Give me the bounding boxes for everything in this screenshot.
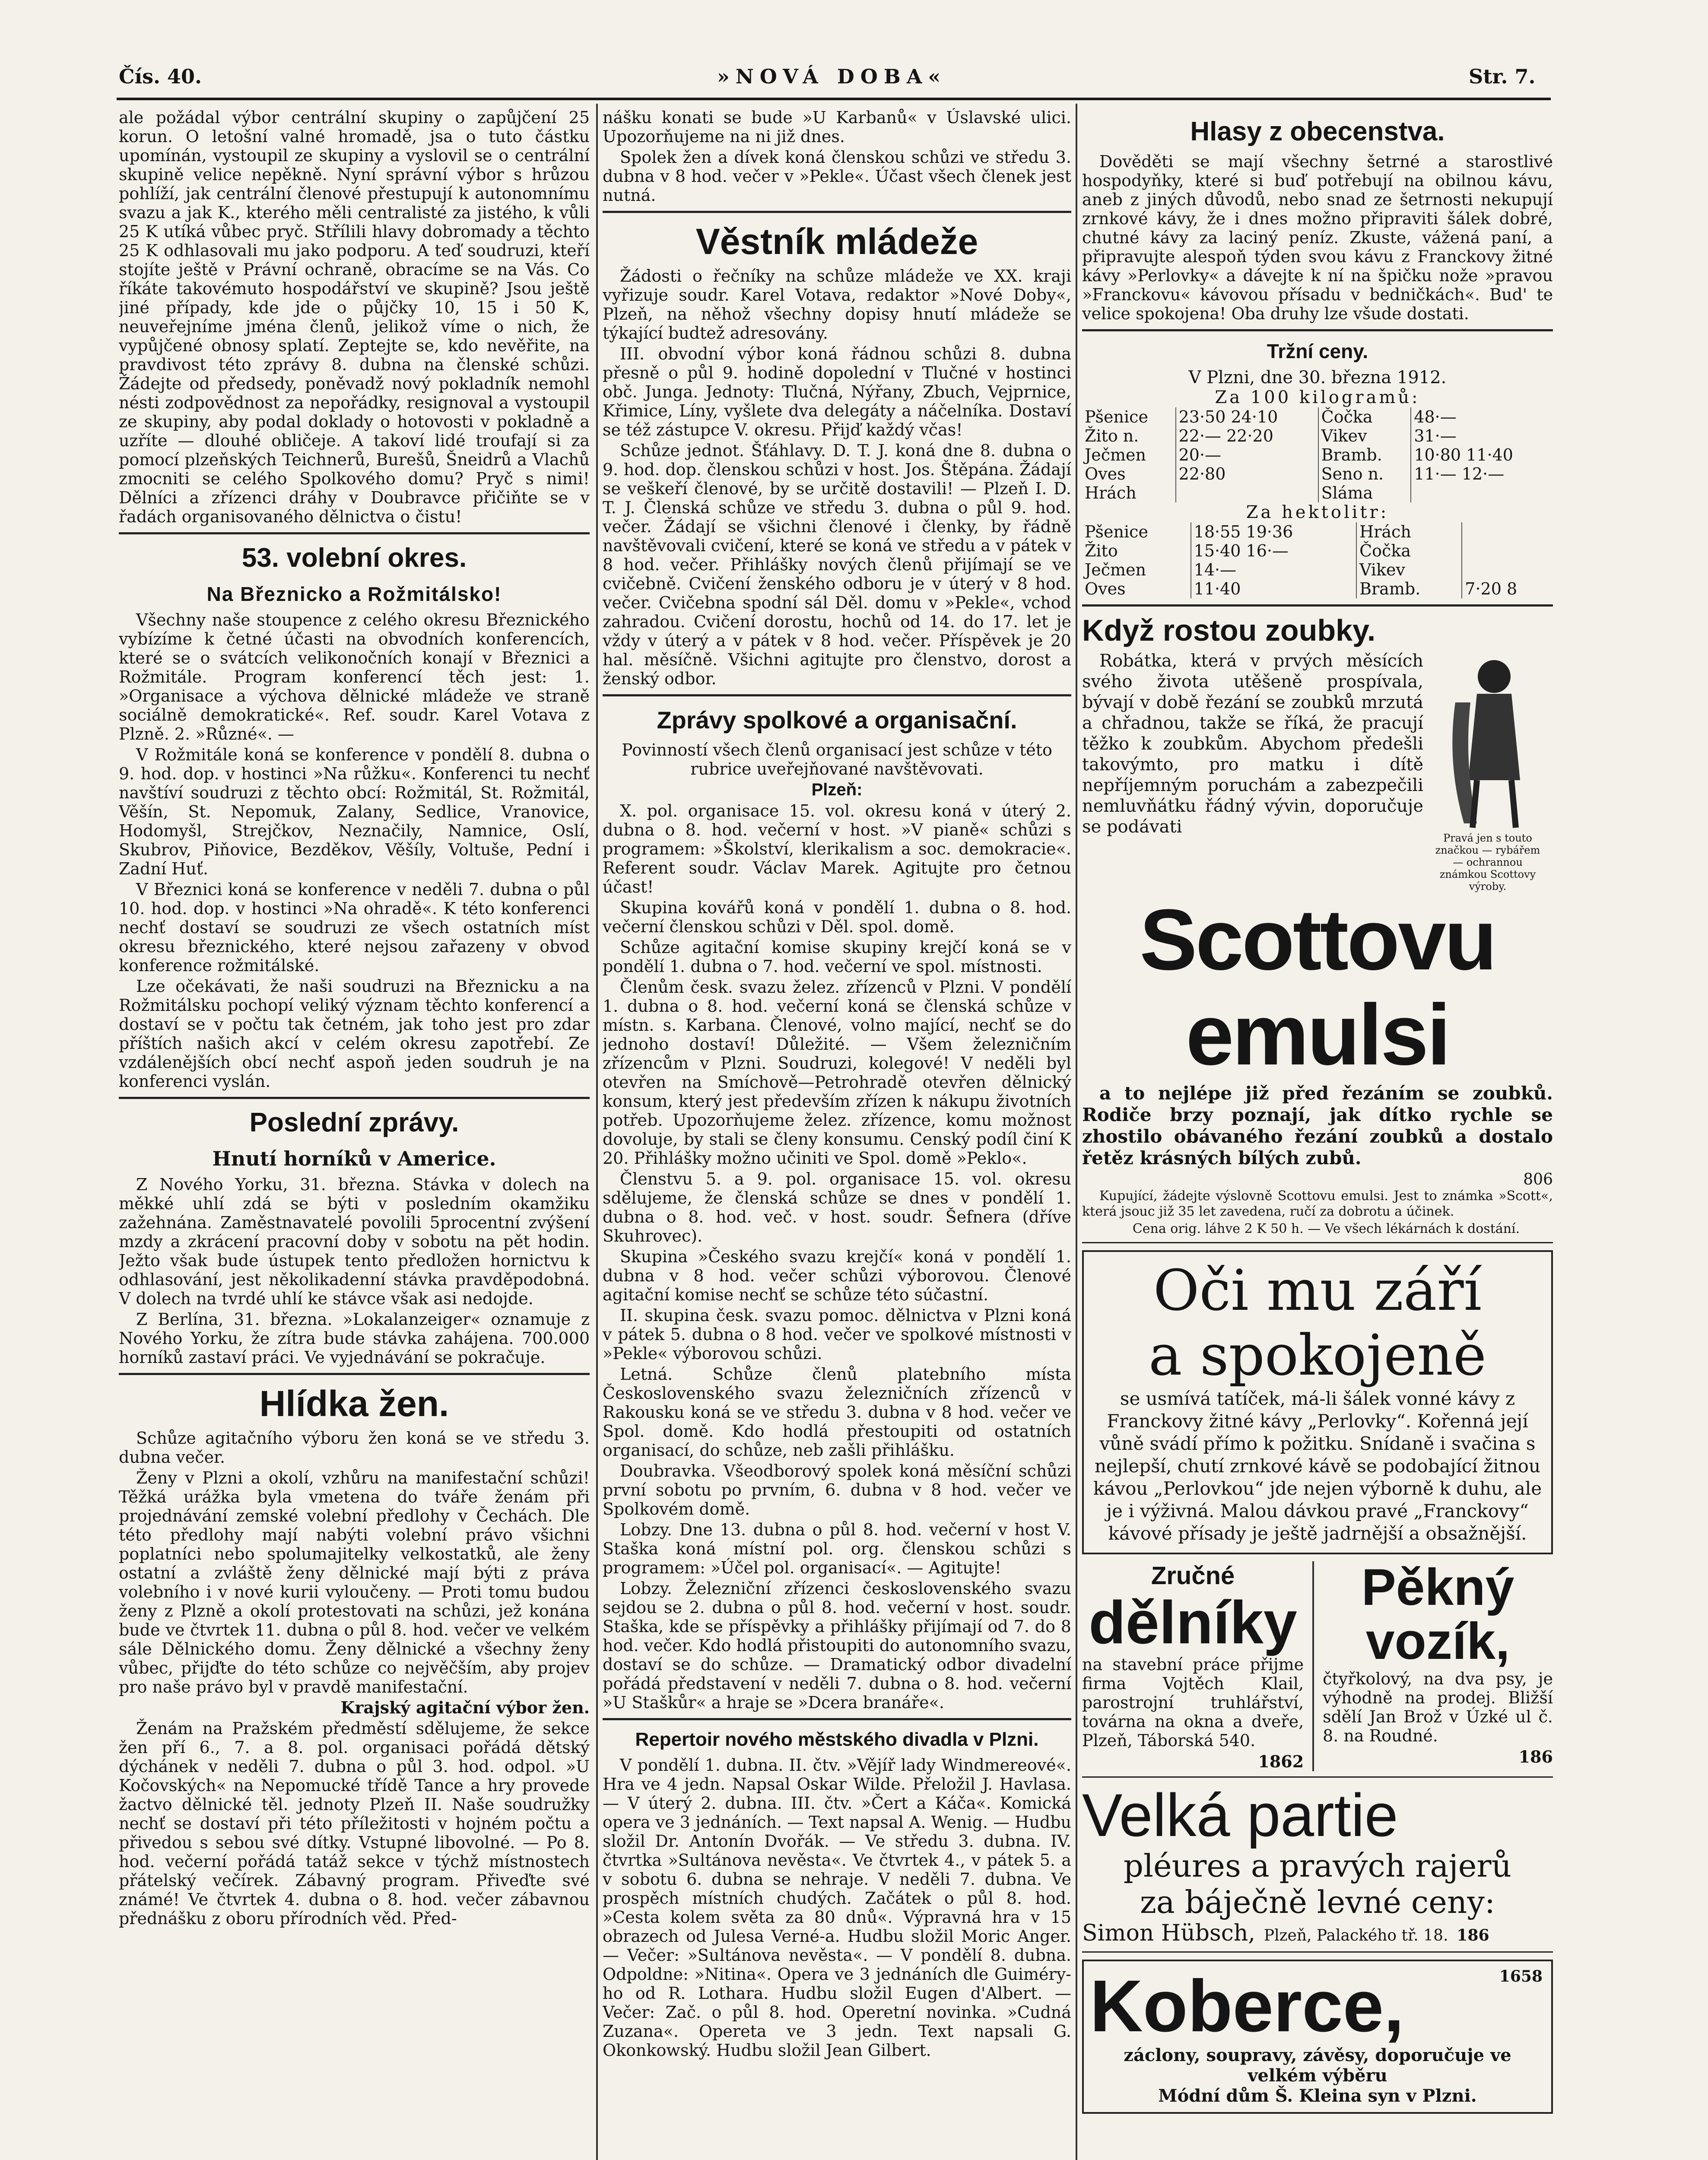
scott-emulsion-brand: Scottovu emulsi — [1140, 892, 1495, 1083]
trademark-caption: Pravá jen s touto značkou — rybářem — ochrannou známkou Scottovy výroby. — [1435, 832, 1540, 893]
masthead-title: »NOVÁ DOBA« — [717, 65, 947, 88]
paragraph: Lze očekávati, že naši soudruzi na Březnicku a na Rožmitálsku pochopí veliký význam těchto konferencí a dostaví se v počtu tak četném, jak toho jest pro zdar příštích našich akcí v celém okresu zapotřebí. Ze vzdálenějších obcí nechť aspoň jeden soudruh je na konferenci vyslán. — [119, 977, 590, 1091]
commodity-price: 20·— — [1176, 445, 1318, 464]
commodity-price: 22·— 22·20 — [1176, 426, 1318, 445]
commodity-name: Žito n. — [1082, 426, 1176, 445]
market-unit: Za hektolitr: — [1246, 502, 1389, 522]
paragraph: Skupina »Českého svazu krejčí« koná v pondělí 1. dubna v 8 hod. večer schůzi výborovou. Členové agitační komise nechť se schůze této súčastní. — [603, 1247, 1071, 1304]
commodity-price: 23·50 24·10 — [1176, 407, 1318, 426]
ad-number: 186 — [1457, 1926, 1489, 1944]
commodity-name: Vikev — [1356, 560, 1462, 579]
commodity-price: 7·20 8 — [1465, 579, 1518, 598]
ad-headline: Oči mu září — [1153, 1258, 1482, 1323]
section-rule — [1082, 329, 1553, 331]
commodity-name: Čočka — [1356, 541, 1462, 560]
ad-headline: Velká partie — [1082, 1781, 1398, 1849]
paragraph: X. pol. organisace 15. vol. okresu koná v úterý 2. dubna o 8. hod. večerní v host. »V pianě« schůzi s programem: »Školství, klerikalism a soc. demokracie«. Referent soudr. Václav Marek. Agitujte pro četnou účast! — [603, 801, 1071, 896]
paragraph: Z Nového Yorku, 31. března. Stávka v dolech na měkké uhlí zdá se býti v posledním okamžiku zažehnána. Zaměstnavatelé povolili 5procentní zvýšení mzdy a zkrácení pracovní doby v sobotu na pět hodin. Ježto však bude ústupek tento předložen hornictvu k odhlasování, jest několikadenní stávka pravděpodobná. V dolech na tvrdé uhlí ke stávce však asi nedojde. — [119, 1175, 590, 1308]
market-unit: Za 100 kilogramů: — [1215, 388, 1420, 407]
paragraph: Z Berlína, 31. března. »Lokalanzeiger« oznamuje z Nového Yorku, že zítra bude stávka zahájena. 700.000 horníků zastaví práci. Ve vyjednávání se pokračuje. — [119, 1310, 590, 1367]
paragraph: Všechny naše stoupence z celého okresu Březnického vybízíme k četné účasti na obvodních konferencích, které se o svátcích velikonočních konají v Březnici a Rožmitále. Program konferencí těch jest: 1. »Organisace a výchova dělnické mládeže ve straně sociálně demokratické«. Ref. soudr. Karel Votava z Plzně. 2. »Různé«. — — [119, 610, 590, 743]
commodity-name: Pšenice — [1082, 407, 1176, 426]
section-title-youth: Věstník mládeže — [695, 221, 978, 262]
price-row — [1082, 483, 1553, 502]
ad-firm: Módní dům Š. Kleina syn v Plzni. — [1158, 2086, 1477, 2106]
section-rule — [1082, 604, 1553, 607]
commodity-name: Seno n. — [1318, 464, 1411, 483]
fisherman-icon — [1429, 651, 1542, 832]
section-subtitle-okres: Na Březnicko a Rožmitálsko! — [206, 583, 502, 605]
price-row — [1082, 560, 1553, 579]
commodity-name: Bramb. — [1356, 579, 1462, 598]
page-number: Str. 7. — [1469, 65, 1536, 88]
ad-text: na stavební práce přijme firma Vojtěch Klail, parostrojní truhlářství, továrna na okna a dveře, Plzeň, Táborská 540. — [1082, 1655, 1304, 1750]
paragraph: Schůze agitačního výboru žen koná se ve středu 3. dubna večer. — [119, 1429, 590, 1467]
commodity-name: Sláma — [1318, 483, 1411, 502]
paragraph: III. obvodní výbor koná řádnou schůzi 8. dubna přesně o půl 9. hodině dopolední v Tlučné v hostinci obč. Junga. Jednoty: Tlučná, Nýřany, Zbuch, Vejprnice, Křimice, Líny, vyšlete dva delegáty a náčelníka. Dostaví se též zástupce V. okresu. Přijď každý včas! — [603, 344, 1071, 439]
section-rule — [119, 1097, 590, 1099]
section-rule — [119, 532, 590, 534]
section-rule — [603, 694, 1071, 696]
commodity-name: Hrách — [1082, 483, 1176, 502]
ad-text: Robátka, která v prvých měsících svého života utěšeně prospívala, bývají v době řezání se zoubků mrzutá a chřadnou, takže se říká, že pracují těžko k zoubkům. Abychom předešli takovýmto, pro matku i dítě nepříjemným poruchám a zabezpečili nemluvňátku řádný vývin, doporučuje se podávati — [1082, 651, 1423, 837]
price-row — [1082, 541, 1553, 560]
column-1 — [119, 108, 590, 2160]
ad-price: Cena orig. láhve 2 K 50 h. — Ve všech lékárnách k dostání. — [1132, 1221, 1520, 1236]
ad-text: záclony, soupravy, závěsy, doporučuje ve velkém výběru — [1124, 2045, 1511, 2086]
price-row — [1082, 445, 1553, 464]
section-title-hlasy: Hlasy z obecenstva. — [1190, 117, 1445, 146]
ad-text: se usmívá tatíček, má-li šálek vonné kávy z Franckovy žitné kávy „Perlovky“. Kořenná její vůně svádí přímo k požitku. Snídaně i svačina s nejlepší, chutí zrnkové kávě se podobající žitnou kávou „Perlovkou“ jde nejen výborně k duhu, ale je i výživná. Malou dávkou pravé „Franckovy“ kávové přísady je ještě jadrnější a obsažnější. — [1093, 1388, 1542, 1544]
price-row — [1082, 426, 1553, 445]
commodity-name: Ječmen — [1082, 445, 1176, 464]
commodity-price: 48·— — [1414, 407, 1457, 426]
section-rule — [119, 1373, 590, 1375]
column-divider — [596, 104, 598, 2160]
paragraph: Lobzy. Železniční zřízenci československého svazu sejdou se 2. dubna o půl 8. hod. večerní v host. soudr. Staška, kde se příspěvky a přihlášky přijímají od 7. do 8 hod. večer. Kdo hodlá přistoupiti do autonomního svazu, dostaví se do schůze. — Dramatický odbor divadelní pořádá představení v neděli 7. dubna o 8. hod. večerní »U Staškůr« a hraje se »Dcera branáře«. — [603, 1579, 1071, 1712]
ad-teeth — [1082, 614, 1553, 1237]
column-3 — [1082, 108, 1553, 2160]
ad-headline: Koberce, — [1090, 1965, 1404, 2047]
price-row — [1082, 464, 1553, 483]
market-date: V Plzni, dne 30. března 1912. — [1188, 368, 1447, 388]
ad-number: 1862 — [1258, 1752, 1304, 1771]
paragraph: Spolek žen a dívek koná členskou schůzi ve středu 3. dubna v 8 hod. večer v »Pekle«. Účast všech členek jest nutná. — [603, 148, 1071, 205]
commodity-name: Pšenice — [1082, 522, 1191, 541]
ad-kicker: Zručné — [1151, 1562, 1235, 1590]
paragraph: Ženy v Plzni a okolí, vzhůru na manifestační schůzi! Těžká urážka byla vmetena do tváře ženám při projednávání zemské volební předlohy v Čechách. Dle této předlohy mají nabýti volební právo všichni poplatníci nebo spolumajitelky velkostatků, ale ženy ostatní a zvláště ženy dělnické mají býti z práva volebního i v nové kurii vyloučeny. — Proti tomu budou ženy z Plzně a okolí protestovati na schůzi, jež konána bude ve čtvrtek 11. dubna o půl 8. hod. večer ve velkém sále Dělnického domu. Ženy dělnické a všechny ženy vůbec, přijďte do této schůze co nejvěčším, aby projev pro naše právo byl v pravdě manifestační. — [119, 1468, 590, 1696]
commodity-price — [1176, 483, 1318, 502]
ad-title: Když rostou zoubky. — [1082, 613, 1376, 647]
ad-headline: vozík, — [1365, 1612, 1510, 1670]
ad-number: 1658 — [1499, 1967, 1543, 1985]
paragraph: Členům česk. svazu želez. zřízenců v Plzni. V pondělí 1. dubna o 8. hod. večerní koná se členská schůze v místn. s. Karbana. Členové, volno mající, nechť se do jednoho dostaví! Důležité. — Všem železničním zřízencům v Plzni. Soudruzi, kolegové! V neděli byl otevřen na Smíchově—Petrohradě otevřen dělnický konsum, který jest především zřízen k nákupu životních potřeb. Upozorňujeme želez. zřízence, komu možnost dovoluje, by stali se členy konsumu. Censký podíl činí K 20. Přihlášky možno učiniti ve Spol. domě »Peklo«. — [603, 978, 1071, 1168]
paragraph: Schůze agitační komise skupiny krejčí koná se v pondělí 1. dubna o 7. hod. večerní ve spol. místnosti. — [603, 938, 1071, 976]
ad-subline: pléures a pravých rajerů — [1123, 1848, 1512, 1884]
column-divider — [1076, 104, 1077, 2160]
paragraph: Členstvu 5. a 9. pol. organisace 15. vol. okresu sdělujeme, že členská schůze se dnes v pondělí 1. dubna o 8. hod. več. v host. soudr. Šefnera (dříve Skuhrovec). — [603, 1169, 1071, 1245]
ad-headline: Pěkný — [1361, 1558, 1514, 1616]
article-continuation: ale požádal výbor centrální skupiny o zapůjčení 25 korun. O letošní valné hromadě, jsa o tuto částku upomínán, vystoupil ze skupiny a vyslovil se o centrální skupině velice nepěkně. Nyní správní výbor s hrůzou pohlíží, jak centrální členové přestupují k autonomnímu svazu a jak K., kterého měli centralisté za jistého, k vůli 25 K utíká vůbec pryč. Střílili hlavy dobromady a těchto 25 K odhlasovali mu jako podporu. A teď soudruzi, kteří stojíte ještě v Právní ochraně, obracíme se na Vás. Co říkáte takovémuto hospodářství ve skupině? Jsou ještě jiné případy, kde jde o půjčky 10, 15 i 50 K, neuveřejníme jména členů, jelikož víme o nich, že vypůjčené obnosy splatí. Zeptejte se, kdo nevěřite, na pravdivost této zprávy 8. dubna na členské schůzi. Žádejte od předsedy, poněvadž nový pokladník nemohl nésti zodpovědnost za nepořádky, resignoval a vystoupil ze skupiny, aby podal doklady o hotovosti v pokladně a uzříte — dlouhé obličeje. A takoví lidé troufají si za pomocí plzeňských Teichnerů, Burešů, Šneidrů a Vlachů zmocniti se celého Spolkového domu? Pryč s nimi! Dělníci a zřízenci dráhy v Doubravce přičiňte se v řadách organisovaného dělnictva o čistu! — [119, 108, 590, 526]
ad-text: a to nejlépe již před řezáním se zoubků. Rodiče brzy poznají, jak dítko rychle se zhostilo obávaného řezání zoubků a dostalo řetěz krásných bílých zubů. — [1082, 1083, 1553, 1169]
commodity-price: 15·40 16·— — [1191, 541, 1356, 560]
section-title-okres: 53. volební okres. — [241, 543, 467, 573]
section-title-org: Zprávy spolkové a organisační. — [657, 706, 1017, 734]
ad-koberce — [1082, 1960, 1553, 2114]
paragraph: Letná. Schůze členů platebního místa Československého svazu železničních zřízenců v Rakousku koná se ve středu 3. dubna v 8 hod. večer ve Spol. domě. Kdo hodlá přestoupiti od ostatních organisací, do schůze, neb zašli přihlášku. — [603, 1365, 1071, 1460]
commodity-price — [1411, 483, 1553, 502]
price-table-hl — [1082, 522, 1553, 598]
ad-text: čtyřkolový, na dva psy, je výhodně na prodej. Bližší sdělí Jan Brož v Úzké ul č. 8. na Roudné. — [1323, 1669, 1553, 1745]
commodity-name: Čočka — [1318, 407, 1411, 426]
section-subtitle-news: Hnutí horníků v Americe. — [212, 1147, 496, 1170]
commodity-price: 11·40 — [1191, 579, 1356, 598]
commodity-name: Žito — [1082, 541, 1191, 560]
section-rule — [603, 211, 1071, 213]
commodity-price: 11·— 12·— — [1414, 464, 1505, 483]
section-title-news: Poslední zprávy. — [249, 1108, 459, 1137]
commodity-name: Bramb. — [1318, 445, 1411, 464]
commodity-price: 31·— — [1414, 426, 1457, 445]
small-ads-row — [1082, 1558, 1553, 1771]
commodity-name: Oves — [1082, 464, 1176, 483]
paragraph: Lobzy. Dne 13. dubna o půl 8. hod. večerní v host V. Staška koná místní pol. org. členskou schůzi s programem: »Účel pol. organisací«. — Agitujte! — [603, 1520, 1071, 1577]
paragraph: Ženám na Pražském předměstí sdělujeme, že sekce žen pří 6., 7. a 8. pol. organisaci pořádá dětský dýchánek v neděli 7. dubna o půl 3. hod. odpol. »U Kočovských« na Nepomucké třídě Tance a hry provede žactvo dělnické těl. jednoty Plzeň II. Naše soudružky nechť se dostaví při této příležitosti v hojném počtu a přivedou s sebou své dítky. Vstupné libovolné. — Po 8. hod. večerní pořádá tatáž sekce v týchž místnostech přátelský večírek. Zábavný program. Přiveďte své známé! Ve čtvrtek 4. dubna o 8. hod. večer zábavnou přednášku z oboru přírodních věd. Před- — [119, 1719, 590, 1928]
commodity-price: 18·55 19·36 — [1191, 522, 1356, 541]
ad-hubsch — [1082, 1783, 1553, 1946]
paragraph: V Březnici koná se konference v neděli 7. dubna o půl 10. hod. dop. v hostinci »Na ohradě«. K této konferenci nechť dostaví se soudruzi ze všech ostatních míst okresu březnického, které nejsou zařazeny v obvod konference rožmitálské. — [119, 880, 590, 975]
paragraph: Skupina kovářů koná v pondělí 1. dubna o 8. hod. večerní členskou schůzi v Děl. spol. domě. — [603, 898, 1071, 936]
ad-note: Kupující, žádejte výslovně Scottovu emulsi. Jest to známka »Scott«, která jsouc již 35 let zavedena, ručí za dobrotu a účinek. — [1082, 1188, 1553, 1219]
ad-cart — [1323, 1558, 1553, 1771]
price-row — [1082, 579, 1553, 598]
ad-firm: Simon Hübsch, — [1082, 1920, 1255, 1946]
issue-number: Čís. 40. — [119, 65, 202, 88]
section-rule — [603, 1718, 1071, 1720]
ad-headline: dělníky — [1089, 1588, 1297, 1656]
commodity-name: Ječmen — [1082, 560, 1191, 579]
paragraph: Žádosti o řečníky na schůze mládeže ve XX. kraji vyřizuje soudr. Karel Votava, redaktor »Nové Doby«, Plzeň, na něhož všechny dopisy hnutí mládeže se týkající budtež adresovány. — [603, 267, 1071, 343]
commodity-price: 14·— — [1191, 560, 1356, 579]
ad-perlovka — [1082, 1250, 1553, 1554]
ad-subline: za báječně levné ceny: — [1140, 1884, 1495, 1920]
signature: Krajský agitační výbor žen. — [340, 1698, 590, 1717]
price-table-kg — [1082, 407, 1553, 502]
paragraph: Dověděti se mají všechny šetrné a starostlivé hospodyňky, které si buď potřebují na obilnou kávu, aneb z jiných důvodů, nebo snad ze šetrnosti nekupují zrnkové kávy, že i dnes možno připraviti šálek dobré, chutné kávy za laciný peníz. Zkuste, vážená paní, a připravujte alespoň týden svou kávu z Franckovy žitné kávy »Perlovky« a dávejte k ní na špičku nože »pravou »Franckovu« kávovou přísadu v bedničkách«. Bud' te velice spokojena! Oba druhy lze všude dostati. — [1082, 152, 1553, 323]
paragraph: II. skupina česk. svazu pomoc. dělnictva v Plzni koná v pátek 5. dubna o 8 hod. večer ve spolkové místnosti v »Pekle« výborovou schůzi. — [603, 1306, 1071, 1363]
commodity-price: 22·80 — [1176, 464, 1318, 483]
paragraph: V Rožmitále koná se konference v pondělí 8. dubna o 9. hod. dop. v hostinci »Na růžku«. Konferenci tu nechť navštíví soudruzi z těchto obcí: Rožmitál, St. Rožmitál, Věšín, St. Nepomuk, Zalany, Sedlice, Vranovice, Hodomyšl, Strejčkov, Neznačily, Namnice, Oslí, Skubrov, Piňovice, Bezděkov, Věšíly, Voltuše, Pední i Zadní Huť. — [119, 745, 590, 878]
ad-headline: a spokojeně — [1149, 1322, 1486, 1388]
paragraph: V pondělí 1. dubna. II. čtv. »Vějíř lady Windmereové«. Hra ve 4 jedn. Napsal Oskar Wilde. Přeložil J. Havlasa. — V úterý 2. dubna. III. čtv. »Čert a Káča«. Komická opera ve 3 jednáních. — Text napsal A. Wenig. — Hudbu složil Dr. Antonín Dvořák. — Ve středu 3. dubna. IV. čtvrtka »Sultánova nevěsta«. Ve čtvrtek 4., v pátek 5. a v sobotu 6. dubna se nehraje. V neděli 7. dubna. Ve prospěch místních chudých. Začátek o půl 8. hod. »Cesta kolem světa za 80 dnů«. Výpravná hra v 15 obrazech od Julesa Verné-a. Hudbu složil Moric Anger. — Večer: »Sultánova nevěsta«. — V pondělí 8. dubna. Odpoldne: »Nitina«. Opera ve 3 jednáních dle Guiméry-ho od R. Lothara. Hudbu složil Eugen d'Albert. — Večer: Zač. o půl 8. hod. Operetní novinka. »Cudná Zuzana«. Opereta ve 3 jedn. Text napsali G. Okonkowský. Hudbu složil Jean Gilbert. — [603, 1756, 1071, 2060]
ad-illustration — [1429, 651, 1546, 893]
paragraph: nášku konati se bude »U Karbanů« v Úslavské ulici. Upozorňujeme na ni již dnes. — [603, 108, 1071, 146]
paragraph: Schůze jednot. Šťáhlavy. D. T. J. koná dne 8. dubna o 9. hod. dop. členskou schůzi v host. Jos. Štěpána. Žádají se veškeří členové, by se určitě dostavili! — Plzeň I. D. T. J. Členská schůze ve středu 3. dubna o půl 9. hod. večer. Žádají se všichni členové i členky, by řádně navštěvovali cvičení, které se koná ve středu a v pátek v 8 hod. večer. Přihlášky nových členů přijímají se ve cvičebně. Cvičení ženského odboru je v úterý v 8 hod. večer. Cvičebna spodní sál Děl. domu v »Pekle«, vchod zahradou. Cvičení dorostu, hochů od 14. do 17. let je vždy v úterý a v pátek v 8 hod. večer. Příspěvek je 20 hal. měsíčně. Všichni agitujte pro členstvo, dorost a ženský odbor. — [603, 441, 1071, 688]
ad-workers — [1082, 1561, 1304, 1771]
price-row — [1082, 522, 1553, 541]
ad-divider — [1312, 1561, 1314, 1771]
paragraph: Doubravka. Všeodborový spolek koná měsíční schůzi první sobotu po prvním, 6. dubna v 8 hod. večer ve Spolkovém domě. — [603, 1461, 1071, 1518]
price-row — [1082, 407, 1553, 426]
city-heading: Plzeň: — [811, 780, 863, 799]
commodity-name: Hrách — [1356, 522, 1462, 541]
commodity-price — [1462, 560, 1553, 579]
commodity-price — [1462, 522, 1553, 541]
column-2 — [603, 108, 1071, 2160]
ad-rule — [1082, 1776, 1553, 1778]
ad-number: 806 — [1523, 1171, 1553, 1188]
ad-address: Plzeň, Palackého tř. 18. — [1264, 1927, 1448, 1944]
ad-rule — [1082, 1242, 1553, 1243]
commodity-name: Oves — [1082, 579, 1191, 598]
section-title-market: Tržní ceny. — [1267, 340, 1368, 362]
commodity-name: Vikev — [1318, 426, 1411, 445]
section-title-theater: Repertoir nového městského divadla v Plzni. — [635, 1729, 1039, 1750]
commodity-price — [1462, 541, 1553, 560]
ad-rule — [1082, 1951, 1553, 1953]
section-intro: Povinností všech členů organisací jest schůze v této rubrice uveřejňované navštěvovati. — [622, 740, 1052, 778]
ad-number: 186 — [1518, 1747, 1553, 1766]
header-rule — [117, 98, 1551, 100]
section-title-women: Hlídka žen. — [259, 1383, 449, 1424]
commodity-price: 10·80 11·40 — [1414, 445, 1513, 464]
